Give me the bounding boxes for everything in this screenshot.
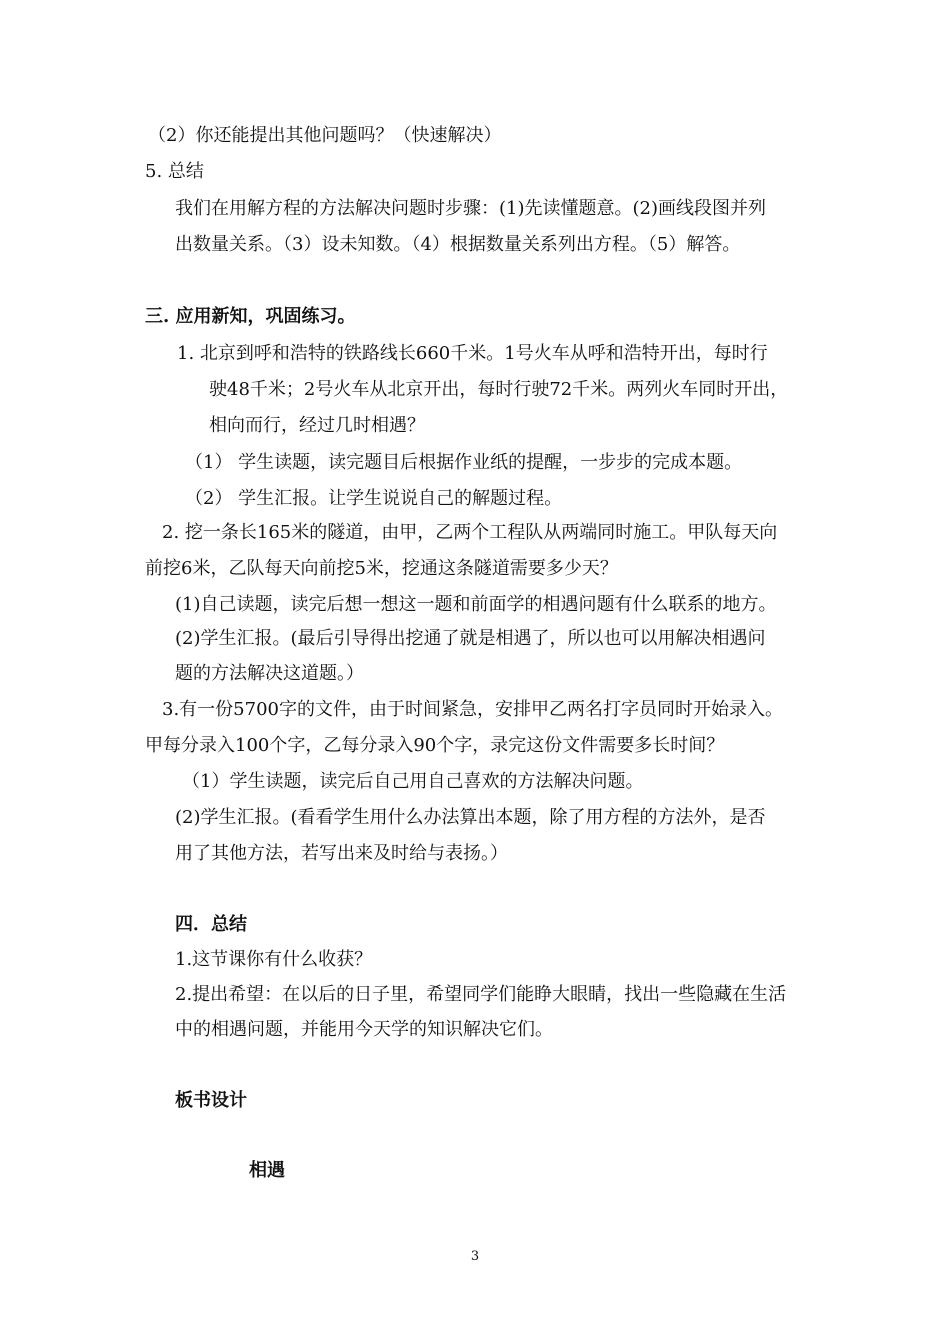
problem-2-step-1: (1)自己读题，读完后想一想这一题和前面学的相遇问题有什么联系的地方。 [175, 594, 777, 615]
question-2: （2）你还能提出其他问题吗？（快速解决） [148, 125, 502, 146]
problem-2-step-2-line-2: 题的方法解决这道题。） [175, 663, 364, 684]
summary-item-1: 1.这节课你有什么收获？ [175, 949, 373, 970]
problem-2-line-2: 前挖6米，乙队每天向前挖5米，挖通这条隧道需要多少天？ [145, 558, 618, 579]
summary-steps-line-2: 出数量关系。（3）设未知数。（4）根据数量关系列出方程。（5）解答。 [175, 234, 741, 255]
problem-3-line-1: 3.有一份5700字的文件，由于时间紧急，安排甲乙两名打字员同时开始录入。 [162, 699, 783, 720]
page-number: 3 [470, 1249, 480, 1264]
problem-3-step-1: （1）学生读题，读完后自己用自己喜欢的方法解决问题。 [182, 771, 644, 792]
problem-1-line-2: 驶48千米；2号火车从北京开出，每时行驶72千米。两列火车同时开出， [209, 379, 789, 400]
problem-1-step-1: （1） 学生读题，读完题目后根据作业纸的提醒，一步步的完成本题。 [185, 452, 743, 473]
problem-3-step-2-line-2: 用了其他方法，若写出来及时给与表扬。） [175, 843, 508, 864]
summary-item-2-line-2: 中的相遇问题，并能用今天学的知识解决它们。 [175, 1019, 553, 1040]
problem-1-line-1: 1. 北京到呼和浩特的铁路线长660千米。1号火车从呼和浩特开出，每时行 [177, 343, 768, 364]
section-3-heading: 三. 应用新知，巩固练习。 [145, 306, 356, 327]
problem-1-line-3: 相向而行，经过几时相遇？ [209, 415, 425, 436]
problem-1-step-2: （2） 学生汇报。让学生说说自己的解题过程。 [185, 488, 563, 509]
problem-3-line-2: 甲每分录入100个字，乙每分录入90个字，录完这份文件需要多长时间？ [145, 735, 725, 756]
section-4-heading: 四．总结 [175, 914, 247, 935]
summary-steps-line-1: 我们在用解方程的方法解决问题时步骤：(1)先读懂题意。(2)画线段图并列 [175, 198, 766, 219]
blackboard-design-heading: 板书设计 [175, 1090, 247, 1111]
problem-2-step-2-line-1: (2)学生汇报。(最后引导得出挖通了就是相遇了，所以也可以用解决相遇问 [175, 628, 766, 649]
section-5-heading: 5. 总结 [145, 161, 204, 182]
problem-2-line-1: 2. 挖一条长165米的隧道，由甲，乙两个工程队从两端同时施工。甲队每天向 [162, 522, 778, 543]
summary-item-2-line-1: 2.提出希望：在以后的日子里，希望同学们能睁大眼睛，找出一些隐藏在生活 [175, 984, 787, 1005]
blackboard-title: 相遇 [249, 1160, 285, 1181]
problem-3-step-2-line-1: (2)学生汇报。(看看学生用什么办法算出本题，除了用方程的方法外，是否 [175, 807, 766, 828]
